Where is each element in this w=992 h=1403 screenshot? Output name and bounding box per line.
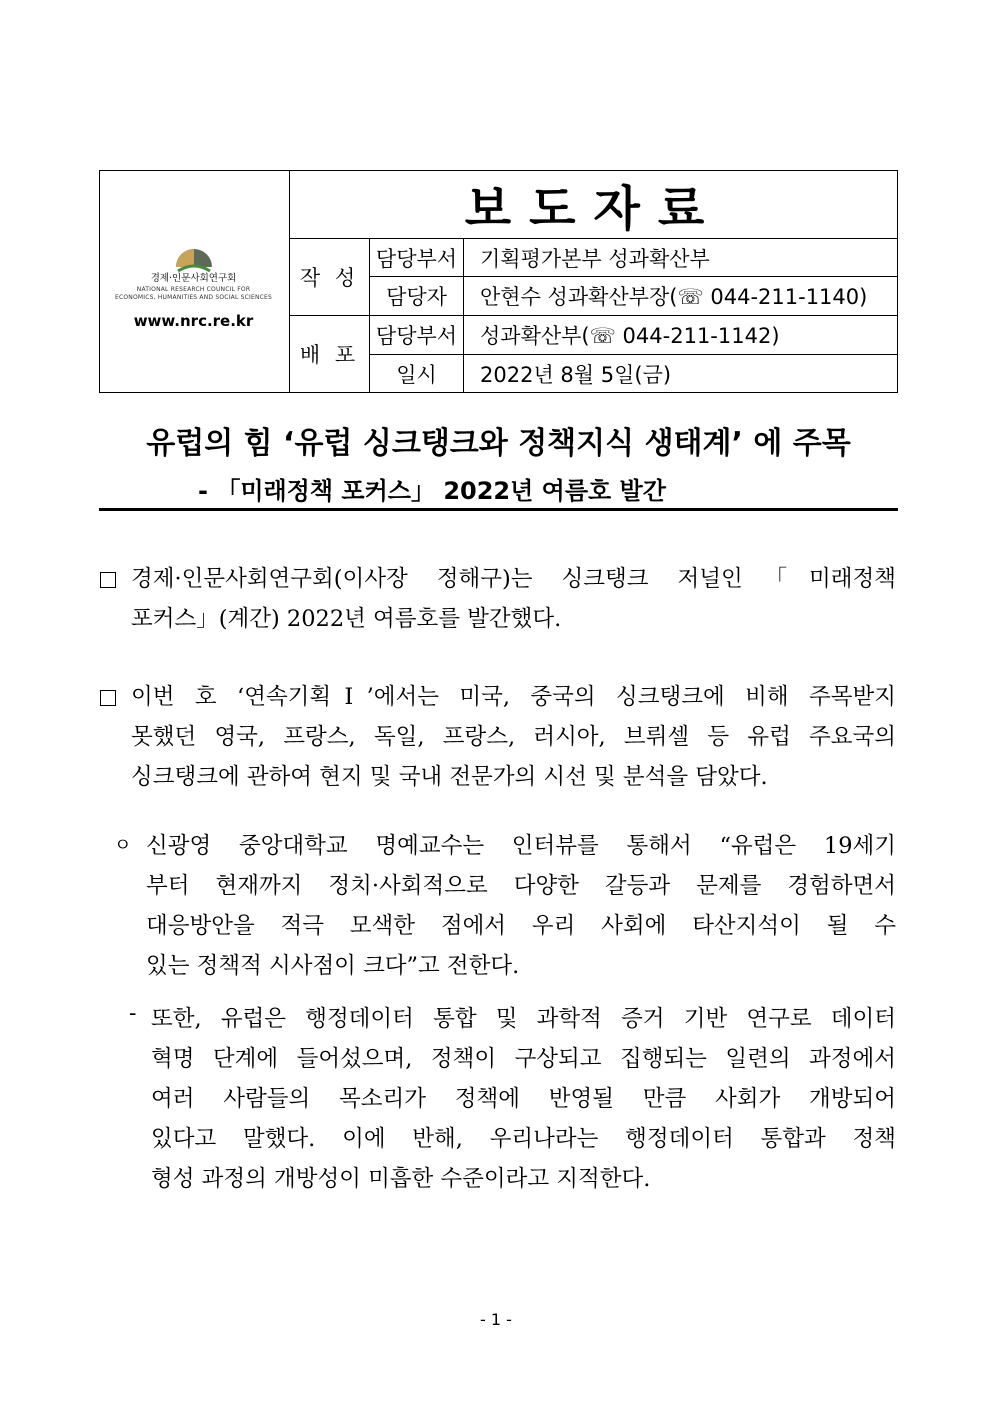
- p4-line: 여러 사람들의 목소리가 정책에 반영될 만큼 사회가 개방되어: [151, 1086, 896, 1112]
- dept-label-1: 담당부서: [375, 246, 458, 271]
- distribution-label: 배 포: [299, 343, 360, 367]
- p1-line: 경제·인문사회연구회(이사장 정해구)는 싱크탱크 저널인「미래정책: [131, 566, 896, 592]
- paragraph-1-cont: [131, 599, 896, 639]
- org-url: www.nrc.re.kr: [133, 312, 254, 330]
- headline-main: 유럽의 힘 ‘유럽 싱크탱크와 정책지식 생태계’ 에 주목: [146, 426, 851, 461]
- dept-value-2: 성과확산부(☏ 044-211-1142): [480, 324, 780, 348]
- paragraph-3: [146, 826, 896, 946]
- paragraph-1: [131, 559, 896, 599]
- org-name-en-1: NATIONAL RESEARCH COUNCIL FOR: [136, 286, 251, 293]
- p4-line: 혁명 단계에 들어섰으며, 정책이 구상되고 집행되는 일련의 과정에서: [151, 1046, 896, 1072]
- p4-line: 있다고 말했다. 이에 반해, 우리나라는 행정데이터 통합과 정책: [151, 1126, 896, 1152]
- paragraph-3-end: [146, 946, 896, 986]
- paragraph-4-end: [151, 1159, 896, 1199]
- circle-bullet: ㅇ: [114, 835, 132, 856]
- p2-line: 못했던 영국, 프랑스, 독일, 프랑스, 러시아, 브뤼셀 등 유럽 주요국의: [131, 724, 896, 750]
- nrc-logo-icon: [174, 237, 214, 273]
- p4-line: 형성 과정의 개방성이 미흡한 수준이라고 지적한다.: [151, 1166, 651, 1192]
- date-value: 2022년 8월 5일(금): [480, 362, 672, 387]
- p2-line: 싱크탱크에 관하여 현지 및 국내 전문가의 시선 및 분석을 담았다.: [131, 764, 768, 790]
- p4-line: 또한, 유럽은 행정데이터 통합 및 과학적 증거 기반 연구로 데이터: [151, 1006, 896, 1032]
- person-label: 담당자: [386, 285, 447, 309]
- dash-bullet: -: [129, 1001, 137, 1026]
- paragraph-4: [151, 999, 896, 1159]
- headline-sub: - 「미래정책 포커스」 2022년 여름호 발간: [198, 477, 666, 505]
- person-value: 안현수 성과확산부장(☏ 044-211-1140): [480, 285, 868, 309]
- dept-label-2: 담당부서: [375, 324, 458, 348]
- org-name-ko: 경제·인문사회연구회: [150, 273, 237, 284]
- checkbox-bullet-icon: [100, 690, 116, 706]
- checkbox-bullet-icon: [100, 572, 116, 588]
- p3-line: 있는 정책적 시사점이 크다”고 전한다.: [146, 953, 520, 979]
- org-name-en-2: ECONOMICS, HUMANITIES AND SOCIAL SCIENCES: [114, 294, 273, 301]
- date-label: 일시: [396, 362, 437, 387]
- paragraph-2: [131, 677, 896, 717]
- headline-rule: [99, 508, 898, 511]
- p3-line: 신광영 중앙대학교 명예교수는 인터뷰를 통해서 “유럽은 19세기: [146, 833, 896, 859]
- page-number: - 1 -: [480, 1310, 512, 1329]
- p3-line: 부터 현재까지 정치·사회적으로 다양한 갈등과 문제를 경험하면서: [146, 873, 896, 899]
- paragraph-2-cont: [131, 717, 896, 797]
- p1-line: 포커스」(계간) 2022년 여름호를 발간했다.: [131, 606, 562, 632]
- dept-value-1: 기획평가본부 성과확산부: [480, 246, 710, 271]
- doc-title: 보도자료: [464, 181, 723, 237]
- p3-line: 대응방안을 적극 모색한 점에서 우리 사회에 타산지석이 될 수: [146, 913, 896, 939]
- author-label: 작 성: [299, 266, 360, 290]
- p2-line: 이번 호 ‘연속기획Ⅰ’에서는 미국, 중국의 싱크탱크에 비해 주목받지: [131, 684, 896, 710]
